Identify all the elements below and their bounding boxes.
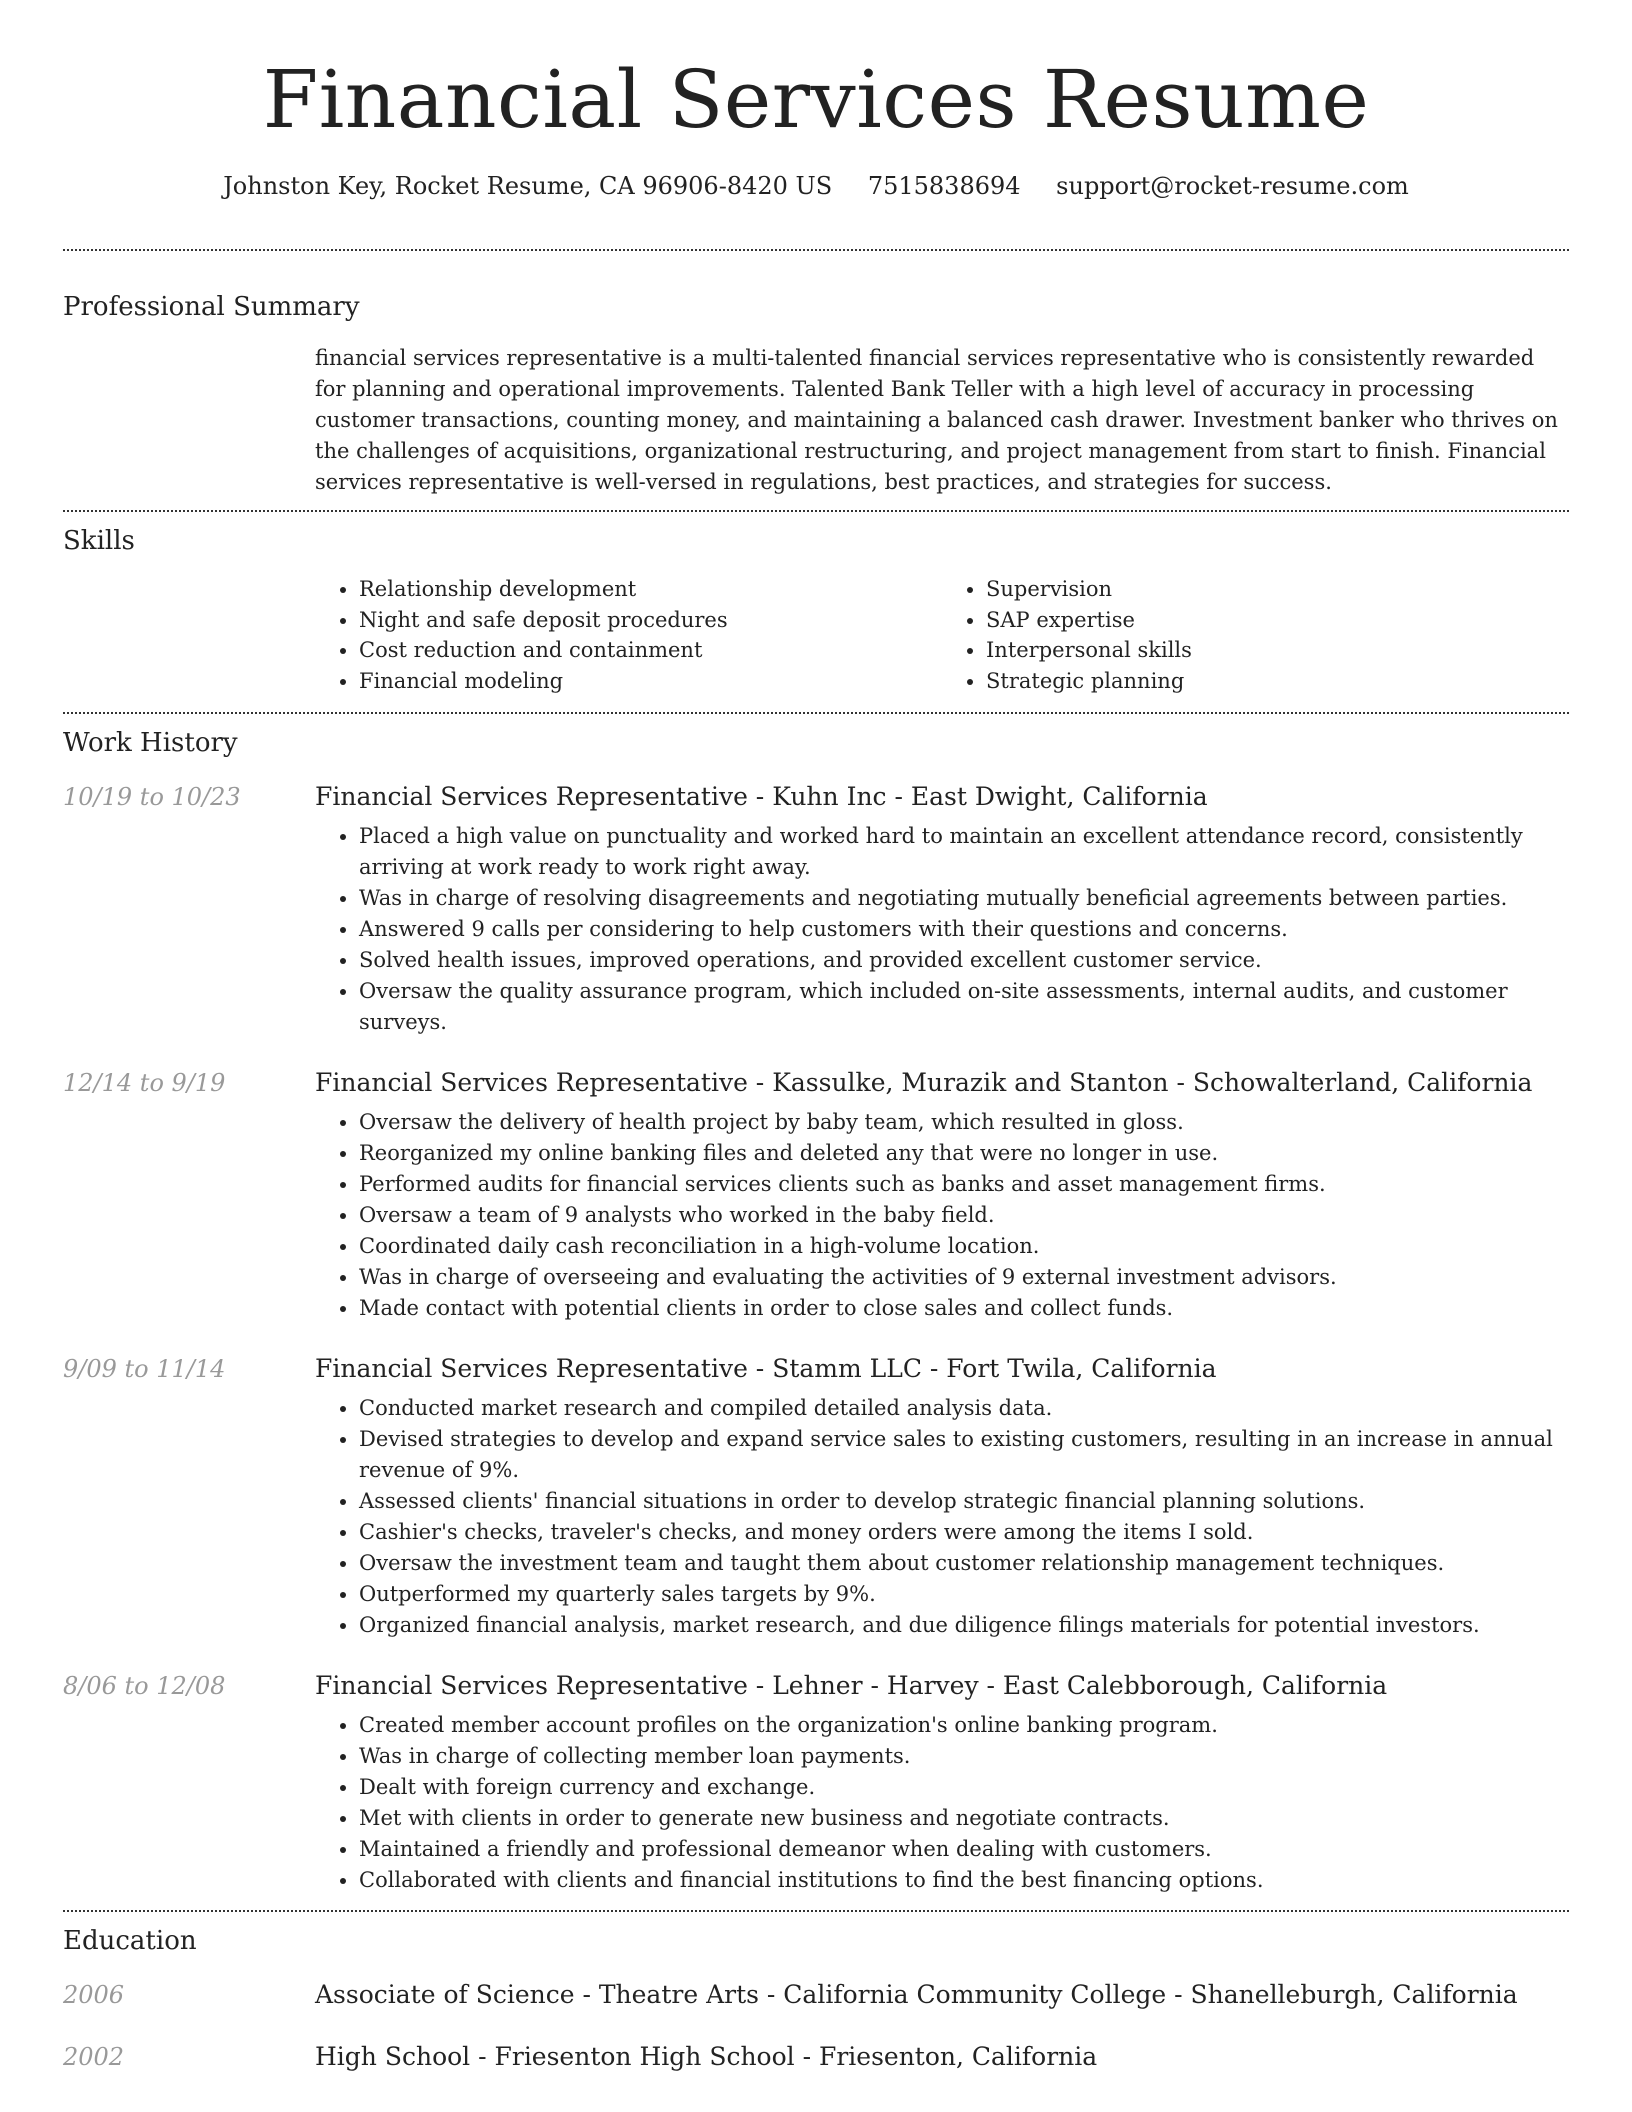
job-bullet: • Created member account profiles on the organization's online banking program. [359, 1710, 1569, 1741]
job-header [63, 782, 1569, 811]
skills-grid [315, 574, 1569, 696]
job-bullet: • Outperformed my quarterly sales targets by 9%. [359, 1579, 1569, 1610]
section-title-summary: Professional Summary [63, 292, 360, 322]
job-dates: 8/06 to 12/08 [63, 1672, 226, 1700]
skill-item: • Night and safe deposit procedures [359, 605, 942, 636]
job-bullets [315, 1710, 1569, 1896]
divider [63, 249, 1569, 251]
job-bullet: • Collaborated with clients and financial institutions to find the best financing options. [359, 1865, 1569, 1896]
contact-address: Johnston Key, Rocket Resume, CA 96906-8420 US [223, 172, 833, 200]
job-bullet: • Was in charge of resolving disagreements and negotiating mutually beneficial agreements between parties. [359, 883, 1569, 914]
job-entry [63, 1354, 1569, 1641]
education-entry [63, 1980, 1569, 2009]
section-title-skills: Skills [63, 526, 135, 556]
job-header [63, 1671, 1569, 1700]
job-entry [63, 1068, 1569, 1324]
job-bullet: • Coordinated daily cash reconciliation in a high-volume location. [359, 1231, 1569, 1262]
job-bullet: • Was in charge of overseeing and evaluating the activities of 9 external investment advisors. [359, 1262, 1569, 1293]
job-bullet: • Oversaw a team of 9 analysts who worked in the baby field. [359, 1200, 1569, 1231]
skill-item: • SAP expertise [986, 605, 1569, 636]
resume-title: Financial Services Resume [262, 53, 1370, 146]
job-dates: 12/14 to 9/19 [63, 1069, 226, 1097]
divider [63, 510, 1569, 512]
job-title: Financial Services Representative - Kuhn Inc - East Dwight, California [315, 782, 1208, 811]
skills-list-right [942, 574, 1569, 696]
job-bullet: • Oversaw the investment team and taught them about customer relationship management techniques. [359, 1548, 1569, 1579]
job-bullet: • Oversaw the delivery of health project by baby team, which resulted in gloss. [359, 1107, 1569, 1138]
skill-item: • Relationship development [359, 574, 942, 605]
education-title: Associate of Science - Theatre Arts - California Community College - Shanelleburgh, California [315, 1980, 1518, 2009]
job-title: Financial Services Representative - Kassulke, Murazik and Stanton - Schowalterland, California [315, 1068, 1533, 1097]
job-bullet: • Maintained a friendly and professional demeanor when dealing with customers. [359, 1834, 1569, 1865]
job-bullet: • Placed a high value on punctuality and worked hard to maintain an excellent attendance record, consistently arriving at work ready to work right away. [359, 821, 1569, 883]
skill-item: • Financial modeling [359, 666, 942, 697]
contact-email: support@rocket-resume.com [1056, 172, 1409, 200]
divider [63, 1910, 1569, 1912]
job-bullet: • Organized financial analysis, market research, and due diligence filings materials for potential investors. [359, 1610, 1569, 1641]
job-entry [63, 782, 1569, 1038]
job-dates: 9/09 to 11/14 [63, 1355, 226, 1383]
job-bullet: • Was in charge of collecting member loan payments. [359, 1741, 1569, 1772]
job-bullet: • Cashier's checks, traveler's checks, and money orders were among the items I sold. [359, 1517, 1569, 1548]
job-bullets [315, 1107, 1569, 1324]
job-bullet: • Conducted market research and compiled detailed analysis data. [359, 1393, 1569, 1424]
skill-item: • Strategic planning [986, 666, 1569, 697]
education-year: 2006 [63, 1981, 125, 2009]
contact-line [63, 170, 1569, 202]
job-bullet: • Assessed clients' financial situations in order to develop strategic financial planning solutions. [359, 1486, 1569, 1517]
divider [63, 712, 1569, 714]
job-bullet: • Dealt with foreign currency and exchange. [359, 1772, 1569, 1803]
education-entry [63, 2042, 1569, 2071]
job-bullet: • Oversaw the quality assurance program, which included on-site assessments, internal audits, and customer surveys. [359, 976, 1569, 1038]
contact-phone: 7515838694 [867, 172, 1021, 200]
job-bullet: • Solved health issues, improved operations, and provided excellent customer service. [359, 945, 1569, 976]
job-bullets [315, 821, 1569, 1038]
job-header [63, 1354, 1569, 1383]
section-title-work-history: Work History [63, 728, 238, 758]
skill-item: • Cost reduction and containment [359, 635, 942, 666]
skills-list-left [315, 574, 942, 696]
job-dates: 10/19 to 10/23 [63, 783, 241, 811]
job-bullet: • Reorganized my online banking files and deleted any that were no longer in use. [359, 1138, 1569, 1169]
skill-item: • Supervision [986, 574, 1569, 605]
job-header [63, 1068, 1569, 1097]
job-bullet: • Made contact with potential clients in order to close sales and collect funds. [359, 1293, 1569, 1324]
job-bullet: • Performed audits for financial services clients such as banks and asset management firms. [359, 1169, 1569, 1200]
section-title-education: Education [63, 1926, 197, 1956]
job-title: Financial Services Representative - Lehner - Harvey - East Calebborough, California [315, 1671, 1388, 1700]
job-bullet: • Met with clients in order to generate new business and negotiate contracts. [359, 1803, 1569, 1834]
education-title: High School - Friesenton High School - Friesenton, California [315, 2042, 1098, 2071]
job-title: Financial Services Representative - Stamm LLC - Fort Twila, California [315, 1354, 1217, 1383]
summary-text: financial services representative is a multi-talented financial services representative who is consistently rewarded for planning and operational improvements. Talented Bank Teller with a high level of accuracy in processing customer transactions, counting money, and maintaining a balanced cash drawer. Investment banker who thrives on the challenges of acquisitions, organizational restructuring, and project management from start to finish. Financial services representative is well-versed in regulations, best practices, and strategies for success. [315, 346, 1558, 494]
job-bullet: • Devised strategies to develop and expand service sales to existing customers, resulting in an increase in annual revenue of 9%. [359, 1424, 1569, 1486]
skill-item: • Interpersonal skills [986, 635, 1569, 666]
education-year: 2002 [63, 2043, 125, 2071]
job-bullet: • Answered 9 calls per considering to help customers with their questions and concerns. [359, 914, 1569, 945]
job-bullets [315, 1393, 1569, 1641]
job-entry [63, 1671, 1569, 1896]
